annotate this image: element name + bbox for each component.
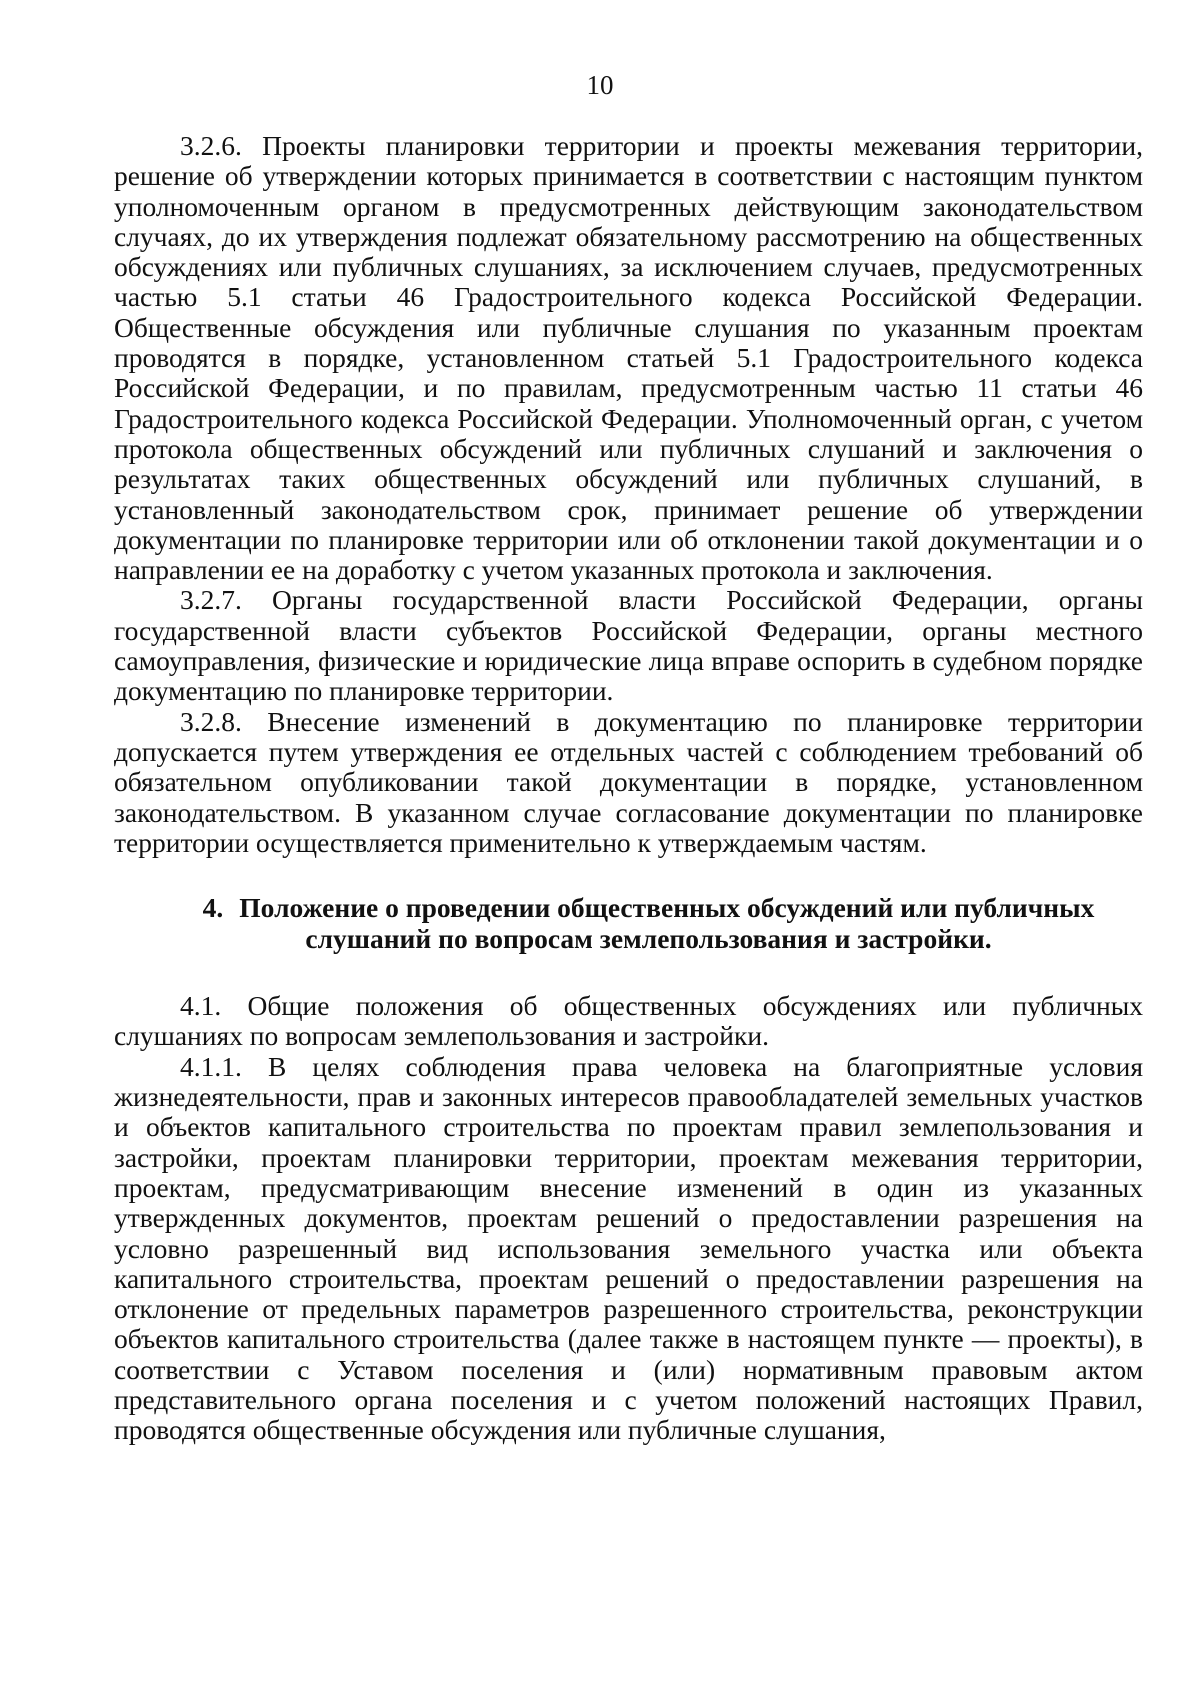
page-number: 10 [586, 70, 614, 100]
paragraph-3-2-6: 3.2.6. Проекты планировки территории и проекты межевания территории, решение об утверждении которых принимается в соответствии с настоящим пунктом уполномоченным органом в предусмотренных действующим законодательством случаях, до их утверждения подлежат обязательному рассмотрению на общественных обсуждениях или публичных слушаниях, за исключением случаев, предусмотренных частью 5.1 статьи 46 Градостроительного кодекса Российской Федерации. Общественные обсуждения или публичные слушания по указанным проектам проводятся в порядке, установленном статьей 5.1 Градостроительного кодекса Российской Федерации, и по правилам, предусмотренным частью 11 статьи 46 Градостроительного кодекса Российской Федерации. Уполномоченный орган, с учетом протокола общественных обсуждений или публичных слушаний и заключения о результатах таких общественных обсуждений или публичных слушаний, в установленный законодательством срок, принимает решение об утверждении документации по планировке территории или об отклонении такой документации и о направлении ее на доработку с учетом указанных протокола и заключения. [114, 130, 1143, 586]
section-heading [114, 892, 1143, 954]
paragraph-4-1-1: 4.1.1. В целях соблюдения права человека на благоприятные условия жизнедеятельности, прав и законных интересов правообладателей земельных участков и объектов капитального строительства по проектам правил землепользования и застройки, проектам планировки территории, проектам межевания территории, проектам, предусматривающим внесение изменений в один из указанных утвержденных документов, проектам решений о предоставлении разрешения на условно разрешенный вид использования земельного участка или объекта капитального строительства, проектам решений о предоставлении разрешения на отклонение от предельных параметров разрешенного строительства, реконструкции объектов капитального строительства (далее также в настоящем пункте — проекты), в соответствии с Уставом поселения и (или) нормативным правовым актом представительного органа поселения и с учетом положений настоящих Правил, проводятся общественные обсуждения или публичные слушания, [114, 1050, 1143, 1446]
paragraph-3-2-8: 3.2.8. Внесение изменений в документацию по планировке территории допускается путем утверждения ее отдельных частей с соблюдением требований об обязательном опубликовании такой документации в порядке, установленном законодательством. В указанном случае согласование документации по планировке территории осуществляется применительно к утверждаемым частям. [114, 705, 1143, 858]
paragraph-4-1: 4.1. Общие положения об общественных обсуждениях или публичных слушаниях по вопросам землепользования и застройки. [114, 990, 1143, 1052]
document-body [114, 131, 1143, 1446]
section-number: 4. [202, 892, 224, 924]
paragraph-3-2-7: 3.2.7. Органы государственной власти Российской Федерации, органы государственной власти субъектов Российской Федерации, органы местного самоуправления, физические и юридические лица вправе оспорить в судебном порядке документацию по планировке территории. [114, 584, 1143, 707]
section-title: Положение о проведении общественных обсуждений или публичных слушаний по вопросам землепользования и застройки. [239, 892, 1095, 955]
